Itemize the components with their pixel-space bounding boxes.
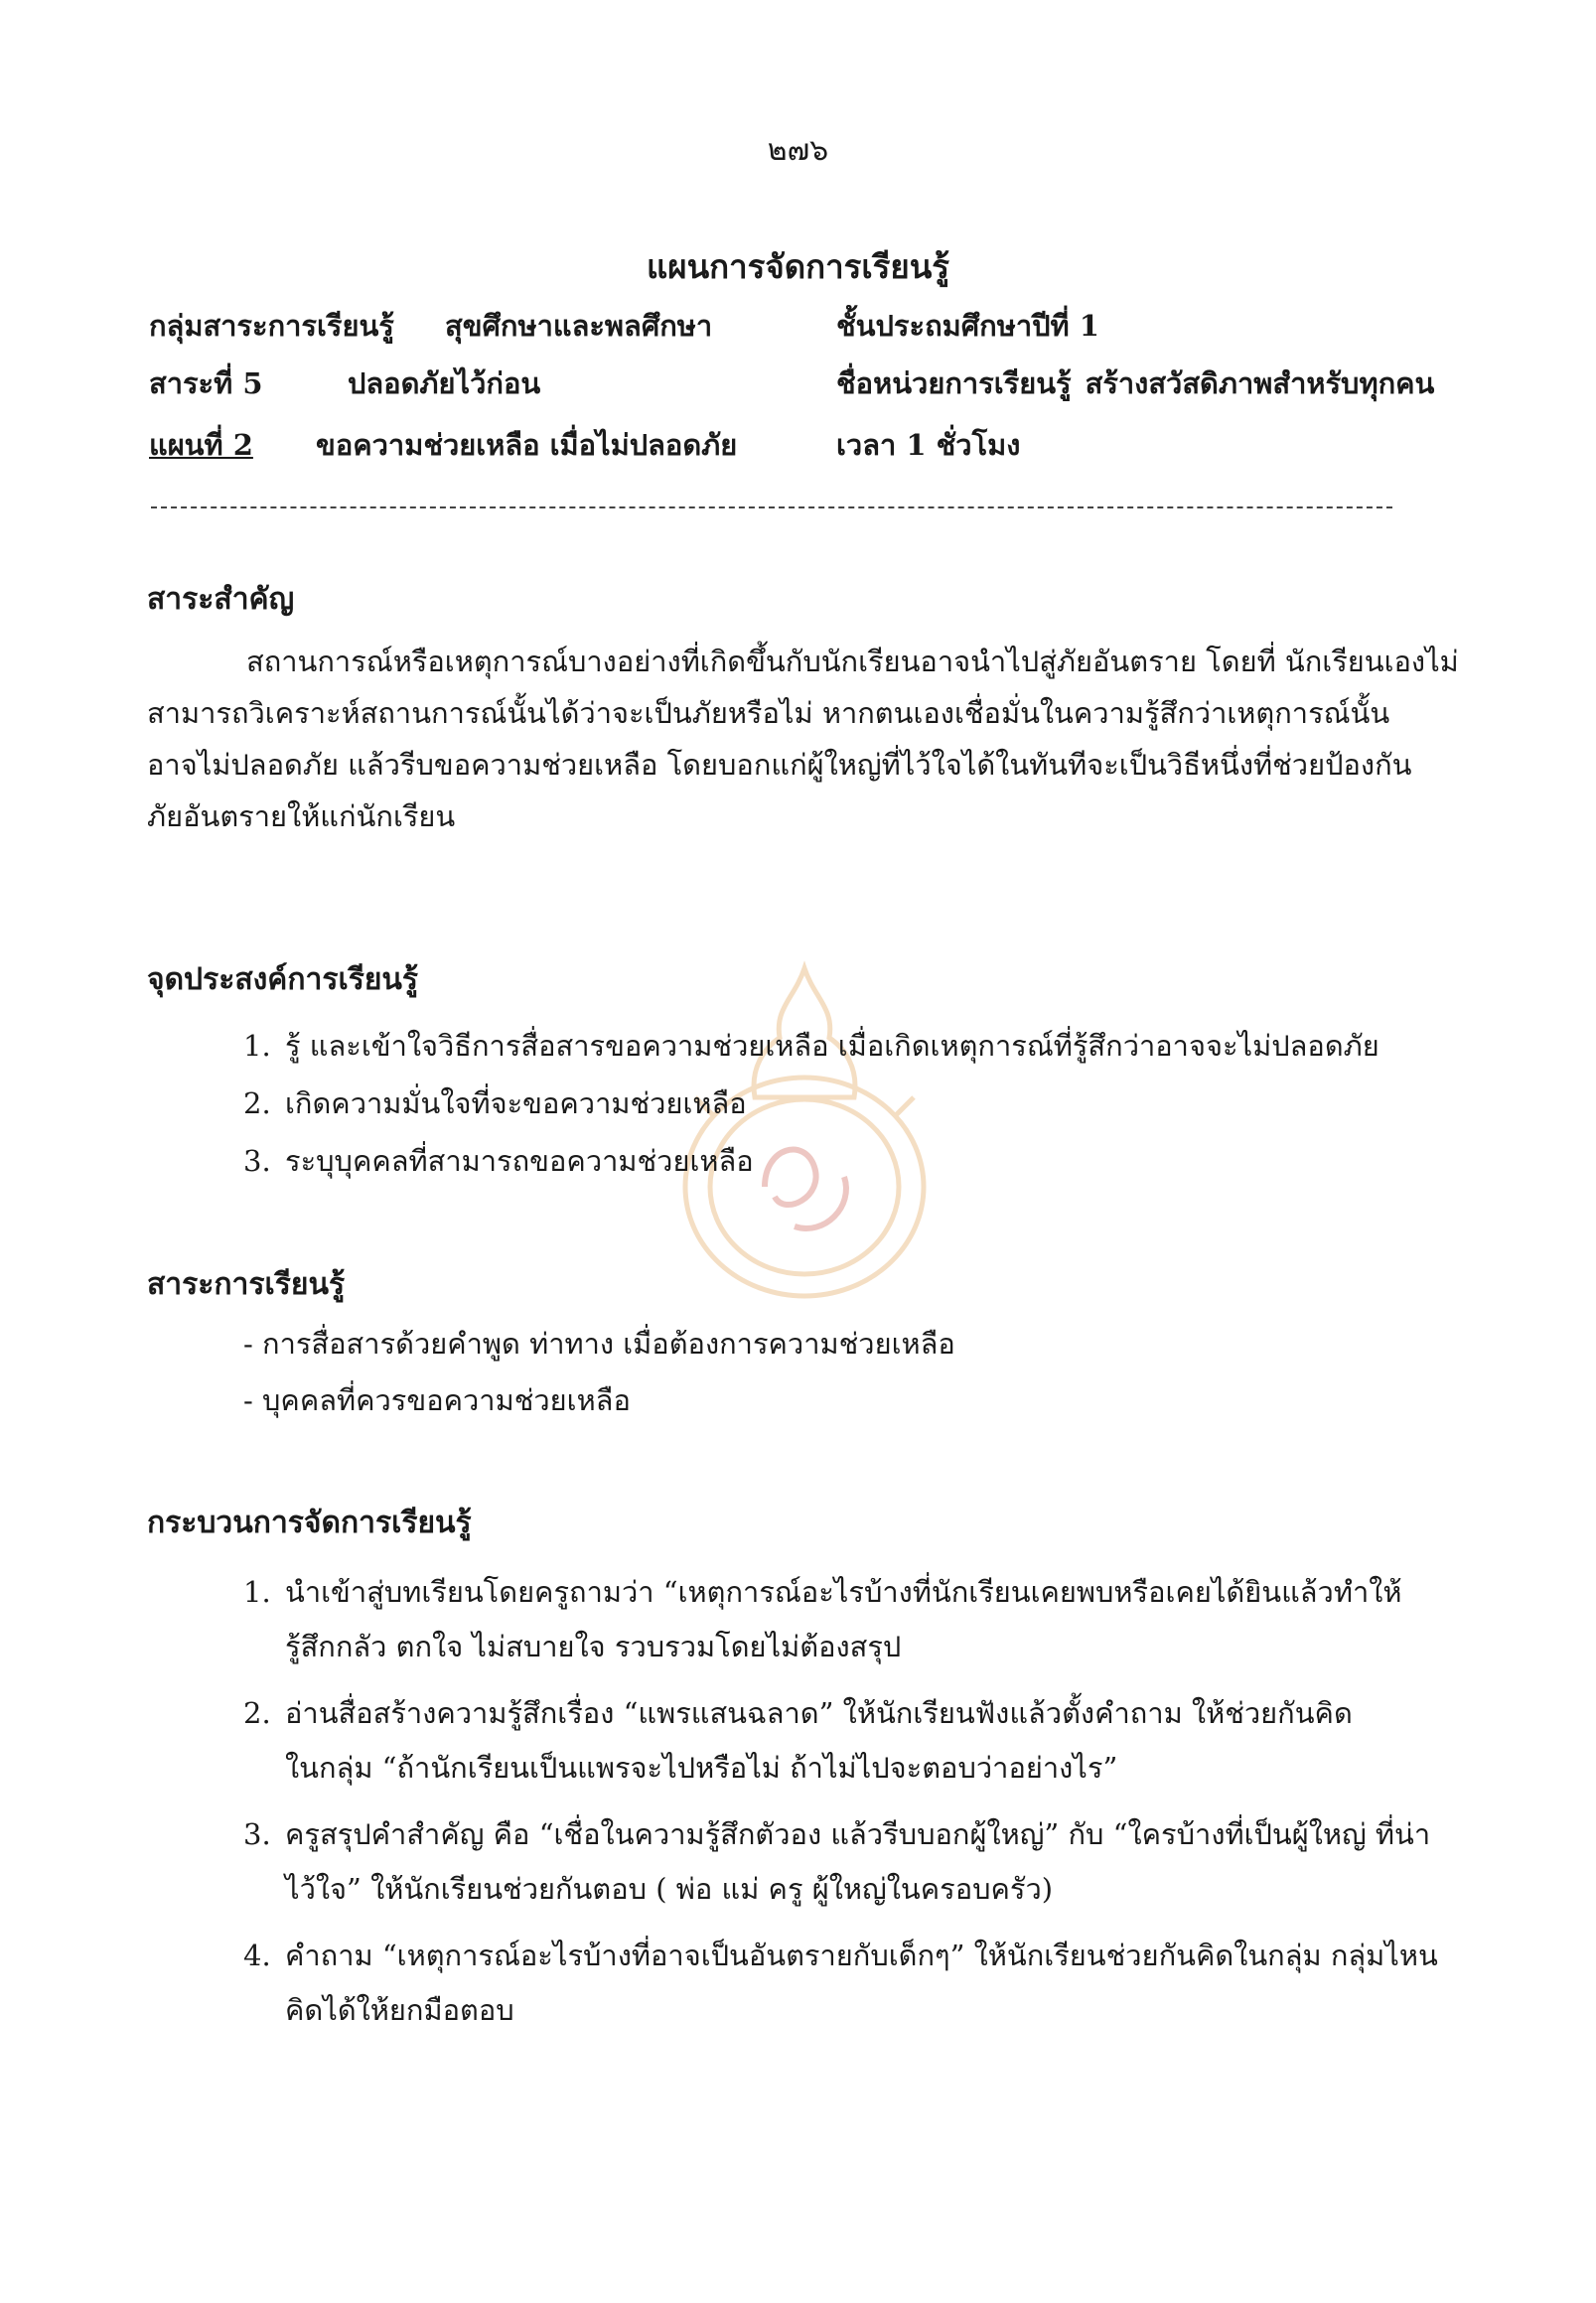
strand-label: สาระที่ 5: [149, 366, 263, 400]
key-concept-line: ภัยอันตรายให้แก่นักเรียน: [147, 799, 456, 833]
process-item: [243, 1690, 1353, 1785]
item-number: 2.: [243, 1086, 271, 1120]
group-value: สุขศึกษาและพลศึกษา: [445, 309, 713, 343]
objective-text: รู้ และเข้าใจวิธีการสื่อสารขอความช่วยเหลือ เมื่อเกิดเหตุการณ์ที่รู้สึกว่าอาจจะไม่ปลอดภัย: [285, 1029, 1379, 1063]
header-divider: [151, 506, 1392, 508]
content-item: - บุคคลที่ควรขอความช่วยเหลือ: [243, 1383, 631, 1417]
grade-label: ชั้นประถมศึกษาปีที่ 1: [836, 309, 1099, 343]
process-item: [243, 1569, 1402, 1663]
process-line: รู้สึกกลัว ตกใจ ไม่สบายใจ รวบรวมโดยไม่ต้องสรุป: [285, 1630, 902, 1663]
item-number: 1.: [243, 1029, 271, 1063]
group-label: กลุ่มสาระการเรียนรู้: [149, 309, 394, 343]
process-heading: กระบวนการจัดการเรียนรู้: [147, 1506, 472, 1540]
key-concept-line: สถานการณ์หรือเหตุการณ์บางอย่างที่เกิดขึ้นกับนักเรียนอาจนำไปสู่ภัยอันตราย โดยที่ นักเรียนเองไม่: [246, 645, 1459, 678]
objective-item: [243, 1080, 747, 1126]
key-concept-paragraph: [147, 636, 1459, 842]
process-line: คิดได้ให้ยกมือตอบ: [285, 1993, 514, 2027]
unit-name: [836, 360, 1434, 406]
content-heading: สาระการเรียนรู้: [147, 1267, 346, 1302]
unit-value: สร้างสวัสดิภาพสำหรับทุกคน: [1085, 366, 1435, 400]
item-number: 4.: [243, 1939, 271, 1972]
objectives-heading: จุดประสงค์การเรียนรู้: [147, 962, 419, 997]
time-label: เวลา 1 ชั่วโมง: [836, 428, 1021, 462]
plan-value: ขอความช่วยเหลือ เมื่อไม่ปลอดภัย: [316, 428, 738, 462]
process-line: ครูสรุปคำสำคัญ คือ “เชื่อในความรู้สึกตัวอง แล้วรีบบอกผู้ใหญ่” กับ “ใครบ้างที่เป็นผู้ใหญ่ ที่น่า: [285, 1817, 1431, 1851]
objective-item: [243, 1138, 754, 1184]
item-number: 1.: [243, 1575, 271, 1609]
unit-label: ชื่อหน่วยการเรียนรู้: [836, 366, 1072, 400]
key-concept-line: สามารถวิเคราะห์สถานการณ์นั้นได้ว่าจะเป็นภัยหรือไม่ หากตนเองเชื่อมั่นในความรู้สึกว่าเหตุการณ์นั้น: [147, 696, 1390, 730]
key-concept-line: อาจไม่ปลอดภัย แล้วรีบขอความช่วยเหลือ โดยบอกแก่ผู้ใหญ่ที่ไว้ใจได้ในทันทีจะเป็นวิธีหนึ่งที่ช่วยป้องกัน: [147, 748, 1412, 782]
objective-item: [243, 1023, 1379, 1069]
key-concept-heading: สาระสำคัญ: [147, 582, 295, 617]
objective-text: ระบุบุคคลที่สามารถขอความช่วยเหลือ: [285, 1144, 754, 1178]
process-line: ในกลุ่ม “ถ้านักเรียนเป็นแพรจะไปหรือไม่ ถ้าไม่ไปจะตอบว่าอย่างไร”: [285, 1751, 1118, 1785]
item-number: 3.: [243, 1144, 271, 1178]
process-item: [243, 1811, 1431, 1906]
item-number: 3.: [243, 1817, 271, 1851]
process-line: นำเข้าสู่บทเรียนโดยครูถามว่า “เหตุการณ์อะไรบ้างที่นักเรียนเคยพบหรือเคยได้ยินแล้วทำให้: [285, 1575, 1402, 1609]
document-title: แผนการจัดการเรียนรู้: [646, 247, 950, 286]
item-number: 2.: [243, 1696, 271, 1730]
content-item: - การสื่อสารด้วยคำพูด ท่าทาง เมื่อต้องการความช่วยเหลือ: [243, 1327, 955, 1361]
process-line: อ่านสื่อสร้างความรู้สึกเรื่อง “แพรแสนฉลาด” ให้นักเรียนฟังแล้วตั้งคำถาม ให้ช่วยกันคิด: [285, 1696, 1353, 1730]
page-number: ๒๗๖: [767, 133, 829, 168]
process-line: ไว้ใจ” ให้นักเรียนช่วยกันตอบ ( พ่อ แม่ ครู ผู้ใหญ่ในครอบครัว): [285, 1872, 1054, 1906]
objective-text: เกิดความมั่นใจที่จะขอความช่วยเหลือ: [285, 1086, 747, 1120]
plan-label: แผนที่ 2: [149, 428, 253, 462]
process-line: คำถาม “เหตุการณ์อะไรบ้างที่อาจเป็นอันตรายกับเด็กๆ” ให้นักเรียนช่วยกันคิดในกลุ่ม กลุ่มไหน: [285, 1939, 1438, 1972]
strand-value: ปลอดภัยไว้ก่อน: [348, 366, 541, 400]
watermark-seal-icon: [655, 958, 953, 1306]
process-item: [243, 1933, 1438, 2027]
